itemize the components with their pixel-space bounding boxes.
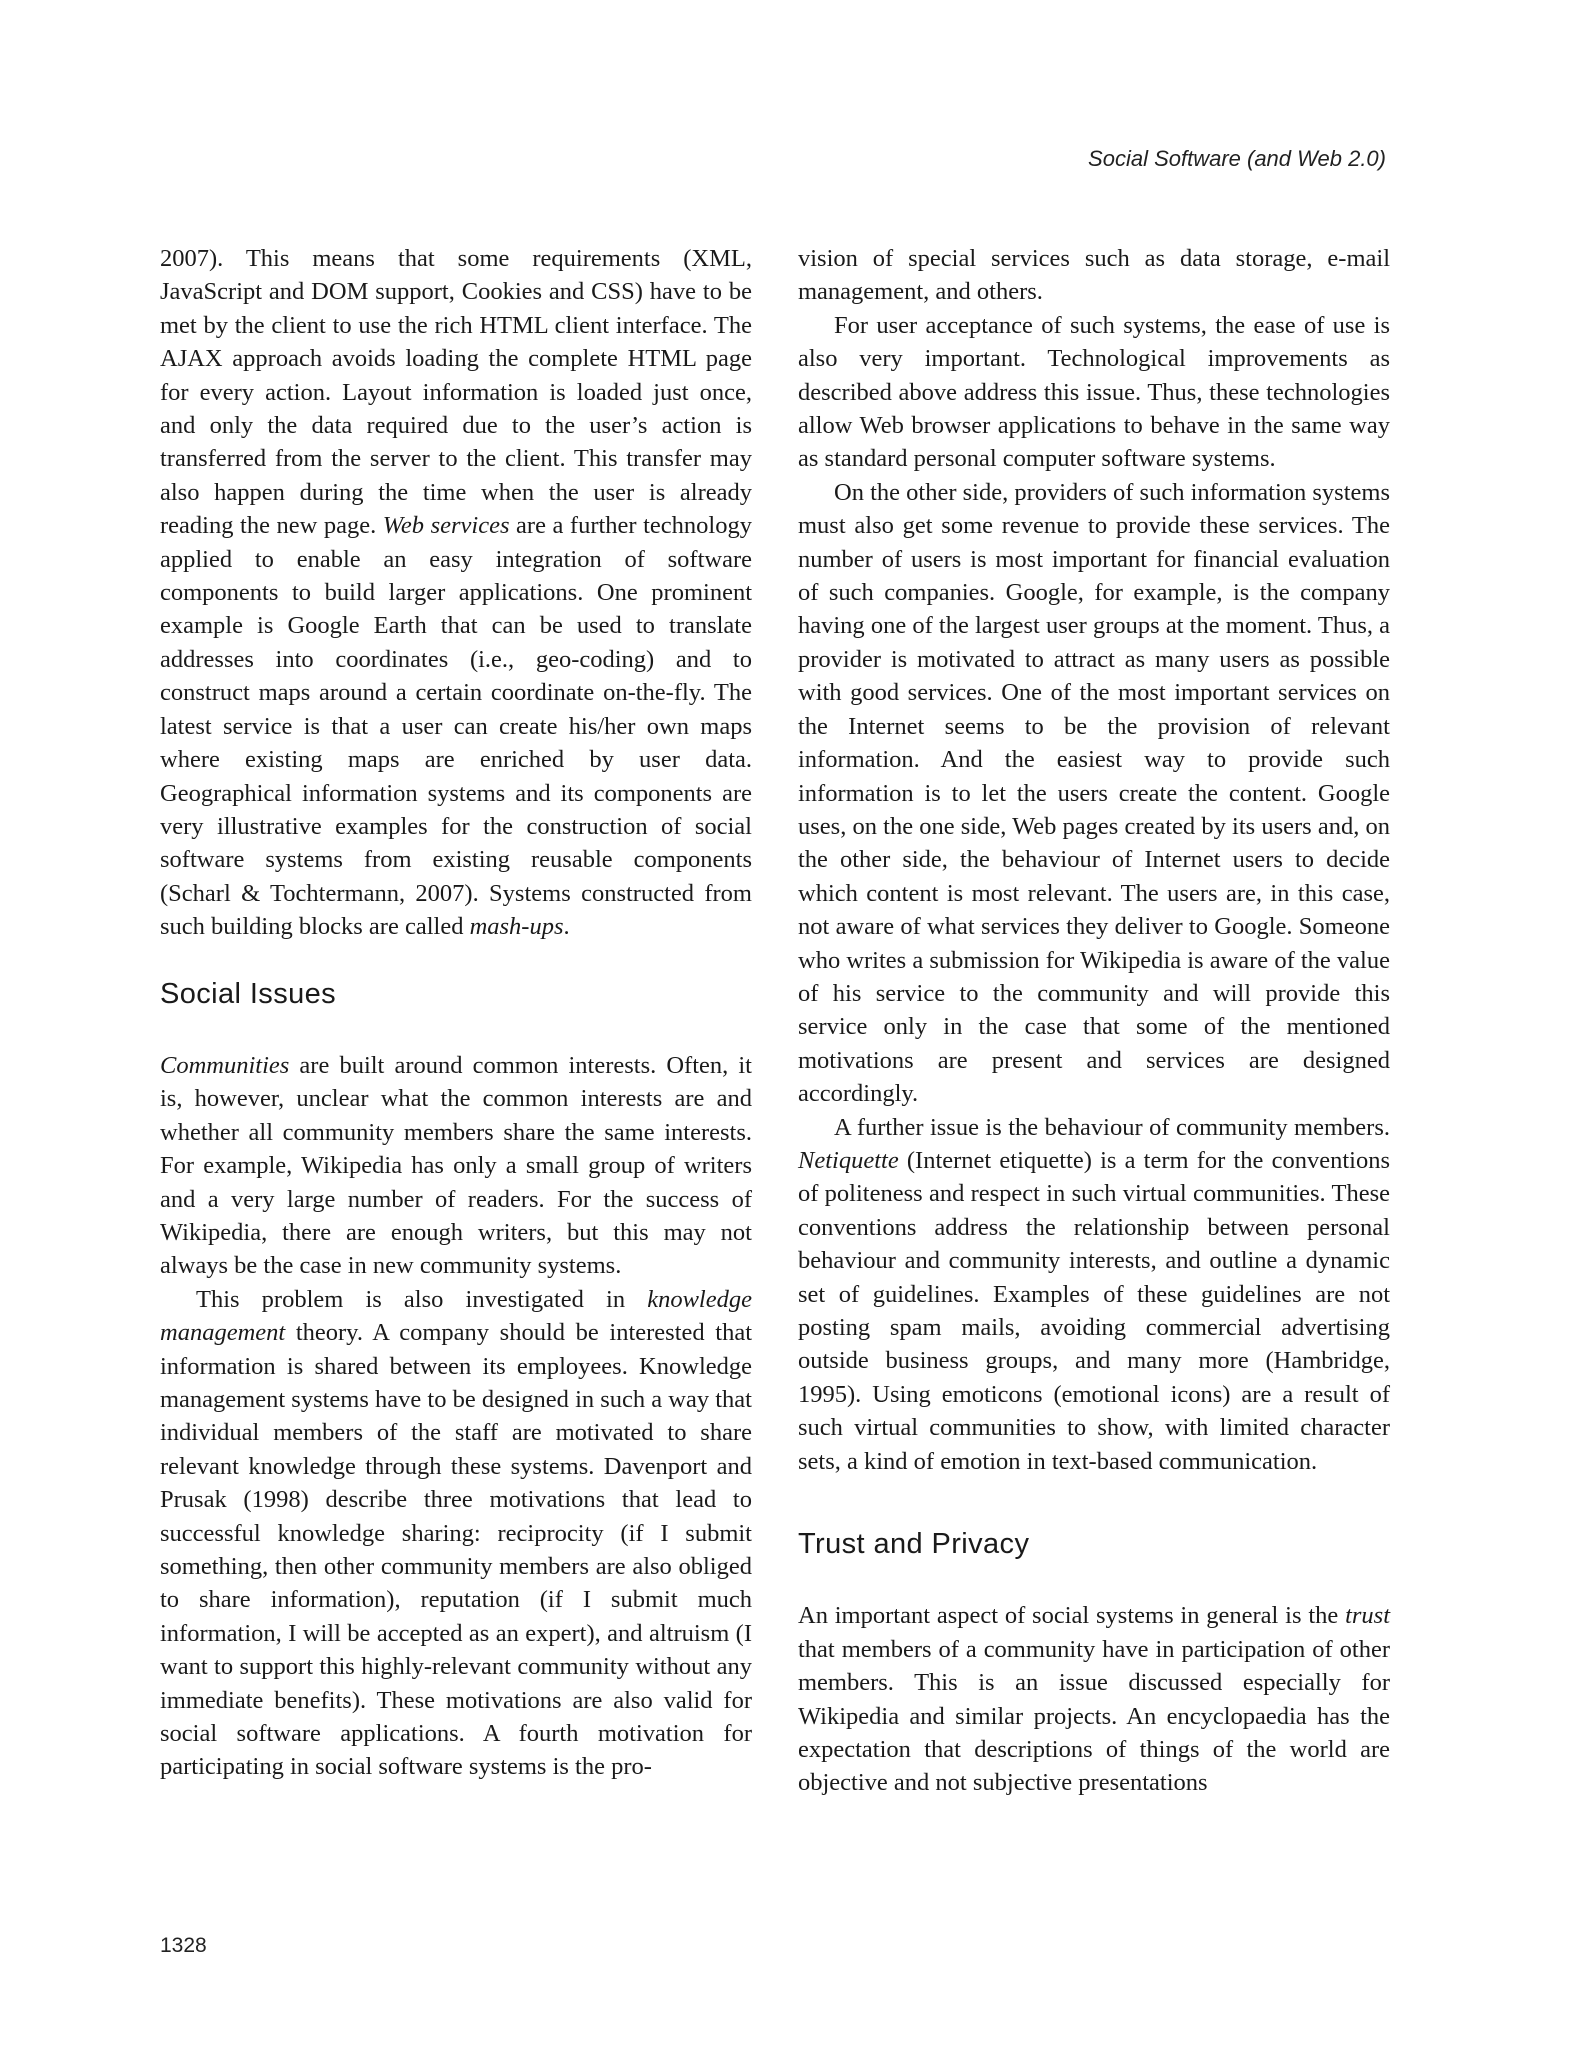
- paragraph: On the other side, providers of such information systems must also get some revenue to provide these services. The number of users is most important for financial evaluation of such companies. Google, for example, is the company having one of the largest user groups at the moment. Thus, a provider is motivated to attract as many users as possible with good services. One of the most important services on the Internet seems to be the provision of relevant information. And the easiest way to provide such information is to let the users create the content. Google uses, on the one side, Web pages created by its users and, on the other side, the behaviour of Internet users to decide which content is most relevant. The users are, in this case, not aware of what services they deliver to Google. Someone who writes a submission for Wikipedia is aware of the value of his service to the community and will provide this service only in the case that some of the mentioned motivations are present and services are designed accordingly.: [798, 478, 1390, 1108]
- paragraph: An important aspect of social systems in general is the trust that members of a community have in participation of other members. This is an issue discussed especially for Wikipedia and similar projects. An encyclopaedia has the expectation that descriptions of things of the world are objective and not subjective presentations: [798, 1602, 1390, 1797]
- left-column: [160, 242, 752, 1784]
- page-number: 1328: [160, 1934, 207, 1957]
- term-netiquette: Netiquette: [798, 1146, 899, 1174]
- paragraph: For user acceptance of such systems, the ease of use is also very important. Technological improvements as described above address this issue. Thus, these technologies allow Web browser applications to behave in the same way as standard personal computer software systems.: [798, 311, 1390, 473]
- term-mash-ups: mash-ups: [469, 913, 564, 941]
- paragraph: A further issue is the behaviour of community members. Netiquette (Internet etiquette) is a term for the conventions of politeness and respect in such virtual communities. These conventions address the relationship between personal behaviour and community interests, and outline a dynamic set of guidelines. Examples of these guidelines are not posting spam mails, avoiding commercial advertising outside business groups, and many more (Hambridge, 1995). Using emoticons (emotional icons) are a result of such virtual communities to show, with limited character sets, a kind of emotion in text-based communication.: [798, 1113, 1390, 1475]
- term-trust: trust: [1345, 1602, 1390, 1630]
- term-knowledge-management: knowledge management: [160, 1285, 752, 1347]
- term-web-services: Web services: [382, 512, 510, 540]
- paragraph: 2007). This means that some requirements (XML, JavaScript and DOM support, Cookies and CSS) have to be met by the client to use the rich HTML client interface. The AJAX approach avoids loading the complete HTML page for every action. Layout information is loaded just once, and only the data required due to the user’s action is transferred from the server to the client. This transfer may also happen during the time when the user is already reading the new page. Web services are a further technology applied to enable an easy integration of software components to build larger applications. One prominent example is Google Earth that can be used to translate addresses into coordinates (i.e., geo-coding) and to construct maps around a certain coordinate on-the-fly. The latest service is that a user can create his/her own maps where existing maps are enriched by user data. Geographical information systems and its components are very illustrative examples for the construction of social software systems from existing reusable components (Scharl & Tochtermann, 2007). Systems constructed from such building blocks are called mash-ups.: [160, 245, 752, 941]
- paragraph: Communities are built around common interests. Often, it is, however, unclear what the common interests are and whether all community members share the same interests. For example, Wikipedia has only a small group of writers and a very large number of readers. For the success of Wikipedia, there are enough writers, but this may not always be the case in new community systems.: [160, 1051, 752, 1280]
- paragraph: This problem is also investigated in knowledge management theory. A company should be interested that information is shared between its employees. Knowledge management systems have to be designed in such a way that individual members of the staff are motivated to share relevant knowledge through these systems. Davenport and Prusak (1998) describe three motivations that lead to successful knowledge sharing: reciprocity (if I submit something, then other community members are also obliged to share information), reputation (if I submit much information, I will be accepted as an expert), and altruism (I want to support this highly-relevant community without any immediate benefits). These motivations are also valid for social software applications. A fourth motivation for participating in social software systems is the pro-: [160, 1285, 752, 1781]
- term-communities: Communities: [160, 1051, 290, 1079]
- right-column: [798, 242, 1390, 1800]
- section-heading-trust-and-privacy: Trust and Privacy: [798, 1528, 1030, 1561]
- section-heading-social-issues: Social Issues: [160, 977, 337, 1010]
- paragraph: vision of special services such as data storage, e-mail management, and others.: [798, 245, 1390, 306]
- running-head: Social Software (and Web 2.0): [1088, 146, 1386, 171]
